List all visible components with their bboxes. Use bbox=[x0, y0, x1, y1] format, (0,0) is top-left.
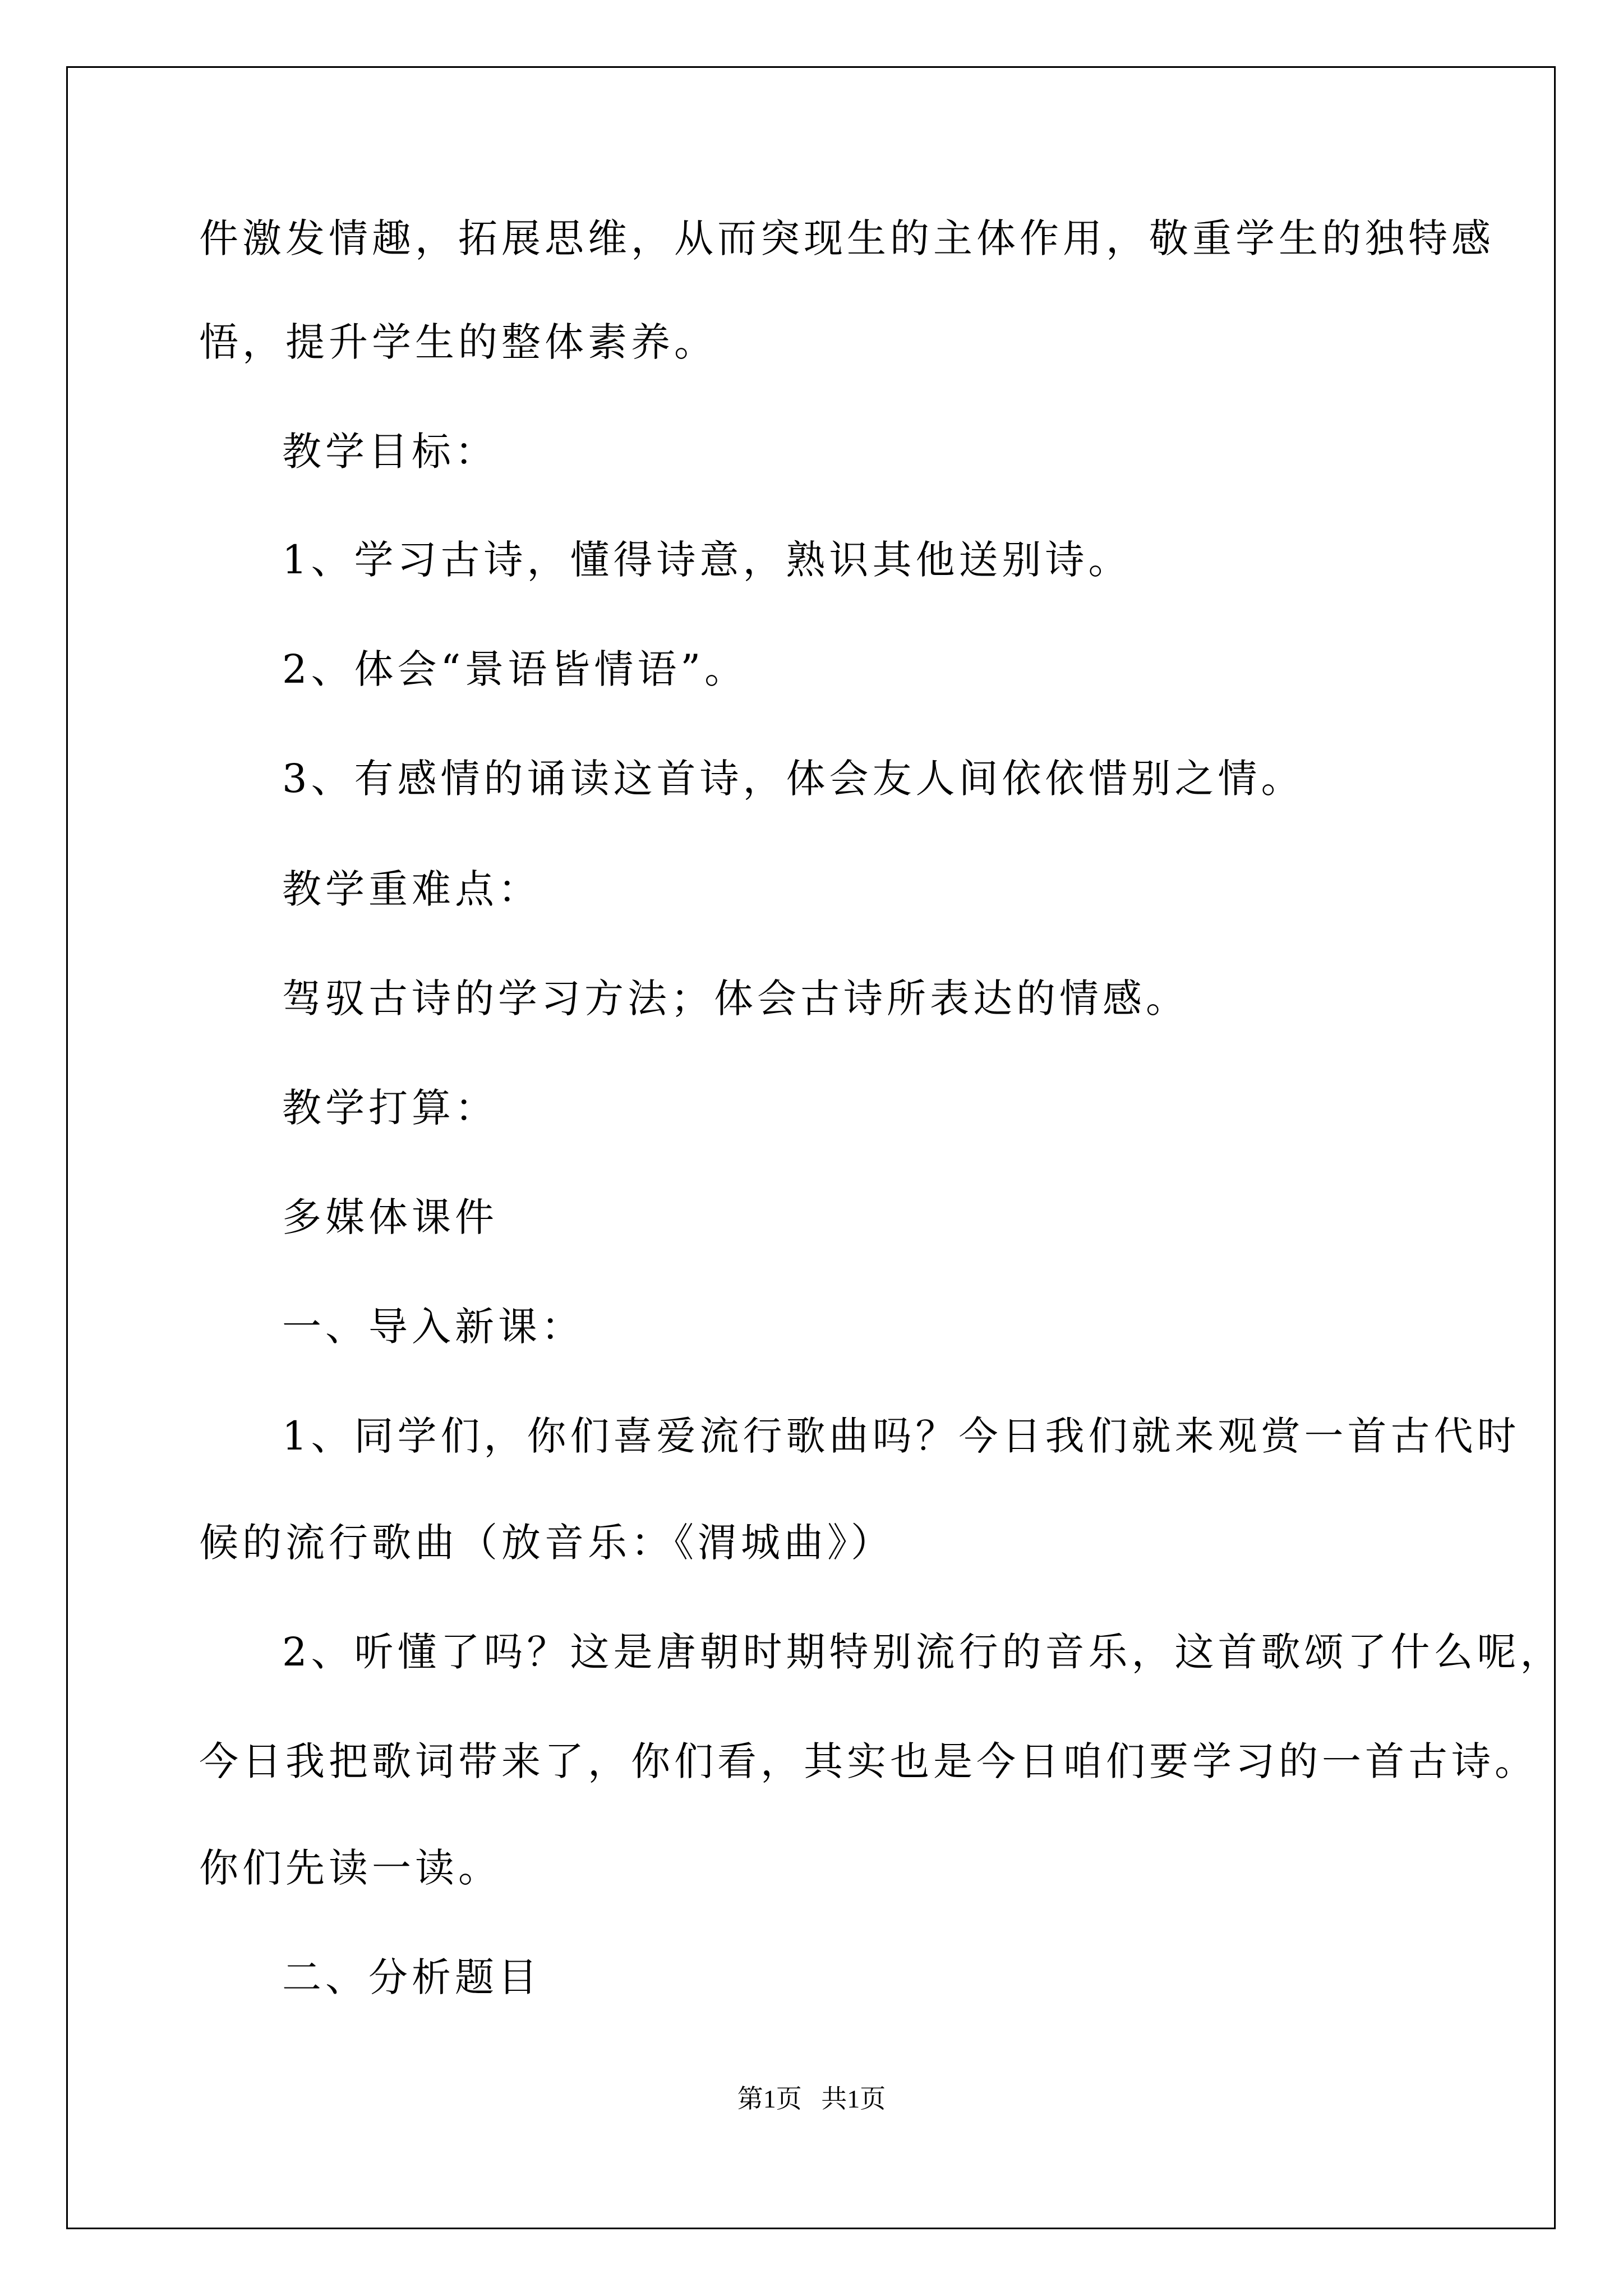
page-border bbox=[66, 66, 1556, 2229]
paragraph-line: 驾驭古诗的学习方法；体会古诗所表达的情感。 bbox=[282, 976, 1189, 1022]
section-heading: 教学目标： bbox=[282, 429, 498, 475]
paragraph-line: 1、同学们，你们喜爱流行歌曲吗？今日我们就来观赏一首古代时 bbox=[282, 1413, 1520, 1459]
list-item: 2、体会“景语皆情语”。 bbox=[282, 646, 748, 692]
paragraph-line: 件激发情趣，拓展思维，从而突现生的主体作用，敬重学生的独特感 bbox=[199, 215, 1495, 261]
section-heading: 教学打算： bbox=[282, 1085, 498, 1131]
paragraph-line: 多媒体课件 bbox=[282, 1194, 498, 1240]
paragraph-line: 今日我把歌词带来了，你们看，其实也是今日咱们要学习的一首古诗。 bbox=[199, 1738, 1538, 1784]
section-heading: 二、分析题目 bbox=[282, 1954, 541, 2000]
paragraph-line: 悟，提升学生的整体素养。 bbox=[199, 319, 717, 365]
list-item: 3、有感情的诵读这首诗，体会友人间依依惜别之情。 bbox=[282, 756, 1304, 802]
paragraph-line: 你们先读一读。 bbox=[199, 1845, 501, 1891]
paragraph-line: 2、听懂了吗？这是唐朝时期特别流行的音乐，这首歌颂了什么呢， bbox=[282, 1629, 1564, 1675]
list-item: 1、学习古诗，懂得诗意，熟识其他送别诗。 bbox=[282, 537, 1132, 583]
paragraph-line: 候的流行歌曲（放音乐：《渭城曲》） bbox=[199, 1520, 894, 1566]
page-number: 第1页 共1页 bbox=[737, 2085, 886, 2113]
section-heading: 教学重难点： bbox=[282, 866, 541, 912]
section-heading: 一、导入新课： bbox=[282, 1304, 584, 1350]
